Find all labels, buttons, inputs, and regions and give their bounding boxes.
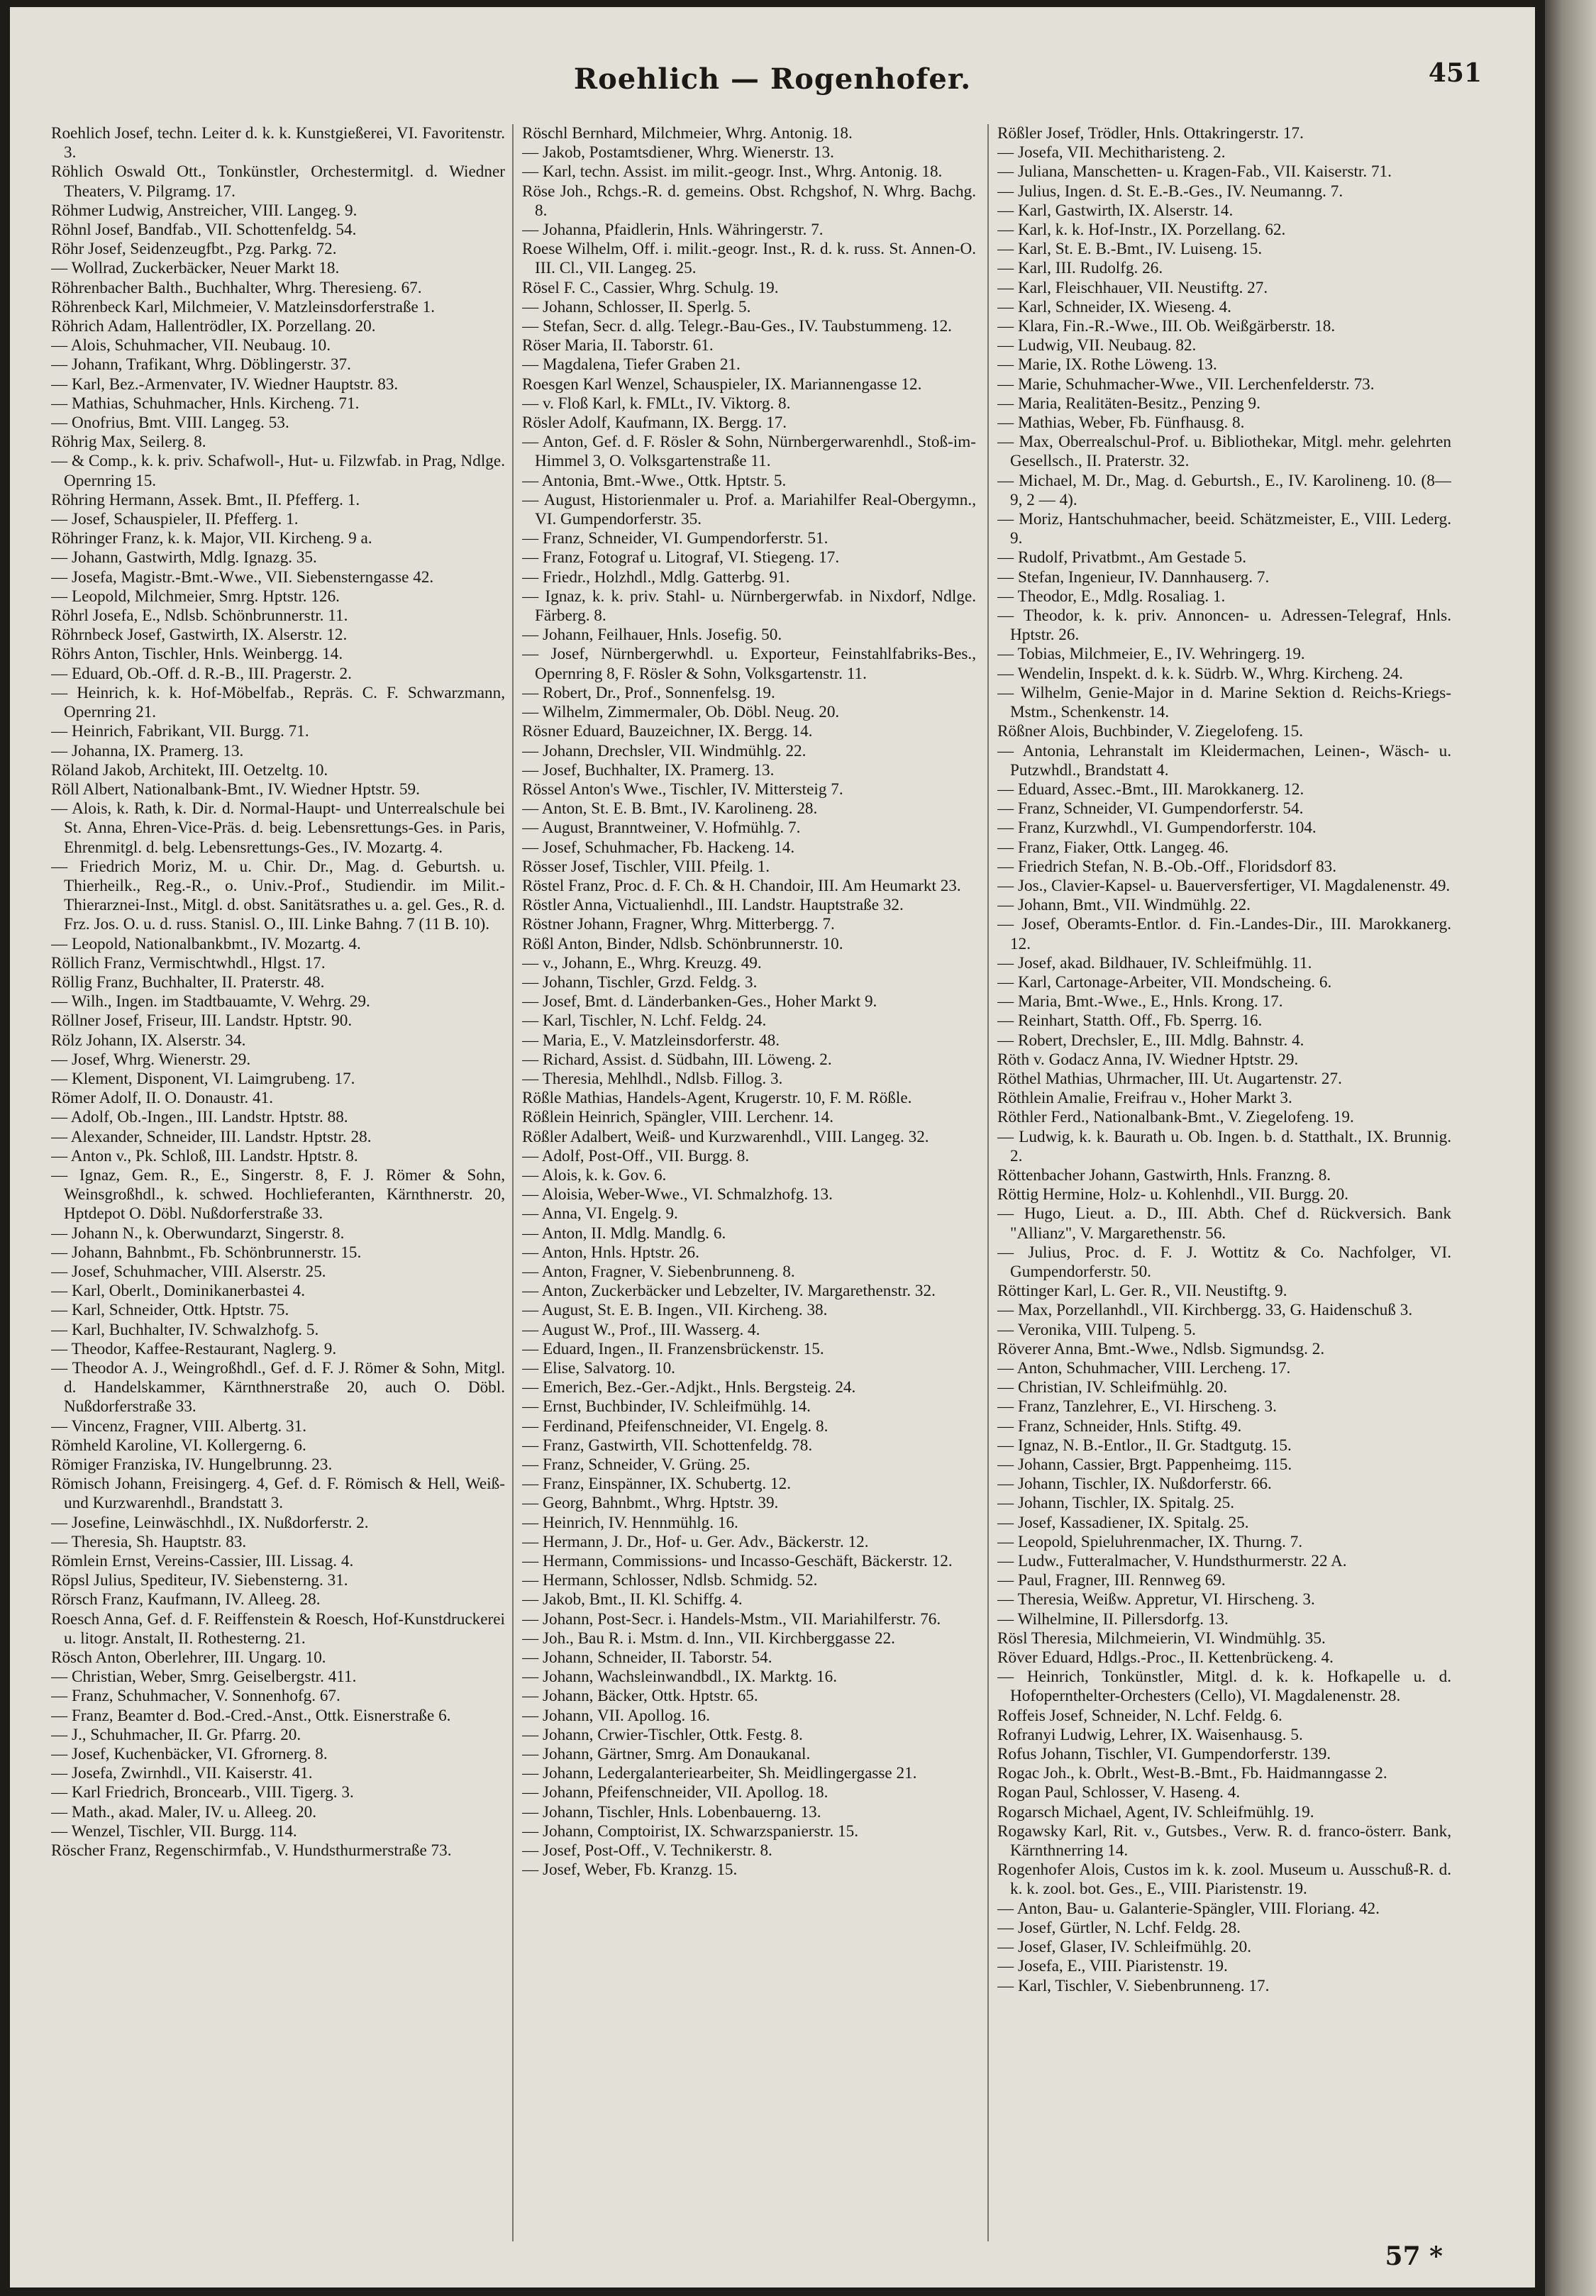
directory-entry: — Alois, k. Rath, k. Dir. d. Normal-Haupt- und Unterrealschule bei St. Anna, Ehren-Vice-Präs. d. beig. Lebensrettungs-Ges. in Paris, Ehrenmitgl. d. belg. Lebensrettungs-Ges., IV. Mozartg. 4. — [51, 799, 505, 857]
directory-entry: — Julius, Proc. d. F. J. Wottitz & Co. Nachfolger, VI. Gumpendorferstr. 50. — [997, 1243, 1451, 1281]
directory-entry: Röhrenbeck Karl, Milchmeier, V. Matzleinsdorferstraße 1. — [51, 297, 436, 316]
directory-entry: Rößle Mathias, Handels-Agent, Krugerstr. 10, F. M. Rößle. — [522, 1089, 912, 1108]
directory-entry: — Josef, Weber, Fb. Kranzg. 15. — [522, 1860, 738, 1880]
directory-entry: Rösner Eduard, Bauzeichner, IX. Bergg. 14. — [522, 722, 813, 741]
directory-entry: — Hermann, Schlosser, Ndlsb. Schmidg. 52. — [522, 1571, 818, 1590]
directory-entry: Röver Eduard, Hdlgs.-Proc., II. Kettenbrückeng. 4. — [997, 1648, 1334, 1668]
directory-entry: — Eduard, Ob.-Off. d. R.-B., III. Pragerstr. 2. — [51, 664, 352, 683]
directory-entry: — Franz, Schneider, VI. Gumpendorferstr. 51. — [522, 529, 829, 548]
directory-entry: — Josef, Oberamts-Entlor. d. Fin.-Landes-Dir., III. Marokkanerg. 12. — [997, 915, 1451, 953]
directory-column-1 — [51, 124, 505, 2241]
directory-entry: — Franz, Gastwirth, VII. Schottenfeldg. 78. — [522, 1436, 813, 1455]
directory-entry: — Magdalena, Tiefer Graben 21. — [522, 355, 741, 375]
directory-entry: — Franz, Tanzlehrer, E., VI. Hirscheng. 3. — [997, 1397, 1277, 1416]
directory-entry: — Josef, Glaser, IV. Schleifmühlg. 20. — [997, 1938, 1252, 1957]
directory-entry: — Klara, Fin.-R.-Wwe., III. Ob. Weißgärberstr. 18. — [997, 317, 1336, 336]
directory-entry: Röhrenbacher Balth., Buchhalter, Whrg. Theresieng. 67. — [51, 278, 422, 297]
directory-entry: Röland Jakob, Architekt, III. Oetzeltg. 10. — [51, 760, 328, 780]
directory-entry: — Theresia, Mehlhdl., Ndlsb. Fillog. 3. — [522, 1069, 783, 1088]
directory-entry: — Franz, Schneider, Hnls. Stiftg. 49. — [997, 1416, 1242, 1436]
directory-entry: — Josef, Post-Off., V. Technikerstr. 8. — [522, 1841, 772, 1860]
directory-entry: — Wilhelm, Zimmermaler, Ob. Döbl. Neug. 20. — [522, 703, 840, 722]
directory-entry: — Johann, Drechsler, VII. Windmühlg. 22. — [522, 741, 807, 760]
directory-entry: — Karl, Gastwirth, IX. Alserstr. 14. — [997, 201, 1234, 220]
directory-entry: — Karl, Schneider, Ottk. Hptstr. 75. — [51, 1301, 289, 1320]
directory-entry: — Josef, Buchhalter, IX. Pramerg. 13. — [522, 760, 775, 780]
directory-entry: — Johann, Bäcker, Ottk. Hptstr. 65. — [522, 1687, 758, 1706]
directory-entry: Roffeis Josef, Schneider, N. Lchf. Feldg. 6. — [997, 1706, 1282, 1725]
directory-entry: — Stefan, Ingenieur, IV. Dannhauserg. 7. — [997, 567, 1270, 587]
directory-entry: — Johann, Tischler, IX. Spitalg. 25. — [997, 1494, 1235, 1513]
directory-entry: — Leopold, Nationalbankbmt., IV. Mozartg. 4. — [51, 934, 361, 953]
directory-entry: — Franz, Schneider, VI. Gumpendorferstr. 54. — [997, 799, 1304, 819]
directory-entry: Rößler Adalbert, Weiß- und Kurzwarenhdl., VIII. Langeg. 32. — [522, 1127, 929, 1146]
directory-entry: Rösl Theresia, Milchmeierin, VI. Windmühlg. 35. — [997, 1629, 1326, 1648]
directory-entry: Röscher Franz, Regenschirmfab., V. Hundsthurmerstraße 73. — [51, 1841, 452, 1860]
directory-entry: Rölz Johann, IX. Alserstr. 34. — [51, 1031, 246, 1050]
directory-entry: — Johann, Gärtner, Smrg. Am Donaukanal. — [522, 1745, 811, 1764]
directory-entry: Röpsl Julius, Spediteur, IV. Siebensterng. 31. — [51, 1571, 348, 1590]
directory-entry: — Wilhelmine, II. Pillersdorfg. 13. — [997, 1609, 1229, 1629]
directory-entry: — & Comp., k. k. priv. Schafwoll-, Hut- u. Filzwfab. in Prag, Ndlge. Opernring 15. — [51, 452, 505, 490]
directory-entry: — Georg, Bahnbmt., Whrg. Hptstr. 39. — [522, 1494, 779, 1513]
directory-entry: — Leopold, Spieluhrenmacher, IX. Thurng. 7. — [997, 1532, 1303, 1551]
directory-entry: — Karl, Buchhalter, IV. Schwalzhofg. 5. — [51, 1320, 319, 1339]
directory-entry: — Johann, Tischler, IX. Nußdorferstr. 66. — [997, 1475, 1272, 1494]
directory-entry: Röhrnbeck Josef, Gastwirth, IX. Alserstr. 12. — [51, 626, 348, 645]
directory-entry: — Franz, Kurzwhdl., VI. Gumpendorferstr. 104. — [997, 819, 1317, 838]
directory-entry: Röttig Hermine, Holz- u. Kohlenhdl., VII. Burgg. 20. — [997, 1185, 1349, 1204]
directory-entry: — Wendelin, Inspekt. d. k. k. Südrb. W., Whrg. Kircheng. 24. — [997, 664, 1403, 683]
directory-entry: — Julius, Ingen. d. St. E.-B.-Ges., IV. Neumanng. 7. — [997, 182, 1343, 201]
directory-entry: — Theresia, Weißw. Appretur, VI. Hirscheng. 3. — [997, 1590, 1315, 1609]
directory-entry: Röhrich Adam, Hallentrödler, IX. Porzellang. 20. — [51, 317, 376, 336]
sheet-signature: 57 * — [1385, 2241, 1443, 2271]
directory-entry: Röhr Josef, Seidenzeugfbt., Pzg. Parkg. 72. — [51, 240, 337, 259]
directory-entry: Röllich Franz, Vermischtwhdl., Hlgst. 17. — [51, 953, 326, 972]
directory-entry: — Josefa, VII. Mechitharisteng. 2. — [997, 143, 1226, 162]
directory-entry: — Josef, Schauspieler, II. Pfefferg. 1. — [51, 510, 299, 529]
directory-entry: Röhrs Anton, Tischler, Hnls. Weinbergg. 14. — [51, 645, 343, 664]
directory-entry: — Mathias, Schuhmacher, Hnls. Kircheng. 71. — [51, 394, 360, 413]
directory-entry: Röhlich Oswald Ott., Tonkünstler, Orchestermitgl. d. Wiedner Theaters, V. Pilgramg. 17. — [51, 162, 505, 201]
directory-entry: — Karl, III. Rudolfg. 26. — [997, 259, 1163, 278]
directory-entry: — Josef, Kuchenbäcker, VI. Gfrornerg. 8. — [51, 1745, 328, 1764]
directory-entry: — Rudolf, Privatbmt., Am Gestade 5. — [997, 548, 1247, 567]
directory-entry: — Ludwig, VII. Neubaug. 82. — [997, 336, 1197, 355]
directory-entry: — Anton, II. Mdlg. Mandlg. 6. — [522, 1224, 726, 1243]
directory-entry: — Johann, Trafikant, Whrg. Döblingerstr. 37. — [51, 355, 351, 375]
directory-entry: Roesch Anna, Gef. d. F. Reiffenstein & Roesch, Hof-Kunstdruckerei u. litogr. Anstalt, II. Rothesterng. 21. — [51, 1609, 505, 1648]
directory-entry: — Josef, Schuhmacher, Fb. Hackeng. 14. — [522, 838, 795, 857]
directory-entry: — Marie, Schuhmacher-Wwe., VII. Lerchenfelderstr. 73. — [997, 375, 1375, 394]
directory-entry: — Heinrich, k. k. Hof-Möbelfab., Repräs. C. F. Schwarzmann, Opernring 21. — [51, 683, 505, 722]
directory-entry: Rogawsky Karl, Rit. v., Gutsbes., Verw. R. d. franco-österr. Bank, Kärnthnerring 14. — [997, 1821, 1451, 1860]
directory-entry: Rofranyi Ludwig, Lehrer, IX. Waisenhausg. 5. — [997, 1725, 1303, 1744]
directory-entry: — Ludwig, k. k. Baurath u. Ob. Ingen. b. d. Statthalt., IX. Brunnig. 2. — [997, 1127, 1451, 1165]
directory-entry: — Math., akad. Maler, IV. u. Alleeg. 20. — [51, 1802, 317, 1821]
directory-entry: — Marie, IX. Rothe Löweng. 13. — [997, 355, 1217, 375]
directory-entry: — Onofrius, Bmt. VIII. Langeg. 53. — [51, 414, 289, 433]
column-divider — [512, 124, 514, 2241]
directory-entry: — Hermann, Commissions- und Incasso-Geschäft, Bäckerstr. 12. — [522, 1552, 953, 1571]
directory-entry: — Adolf, Ob.-Ingen., III. Landstr. Hptstr. 88. — [51, 1108, 348, 1127]
directory-entry: — Mathias, Weber, Fb. Fünfhausg. 8. — [997, 414, 1245, 433]
directory-entry: — Hermann, J. Dr., Hof- u. Ger. Adv., Bäckerstr. 12. — [522, 1532, 869, 1551]
directory-entry: — Karl Friedrich, Broncearb., VIII. Tigerg. 3. — [51, 1783, 354, 1802]
directory-entry: — Anton, St. E. B. Bmt., IV. Karolineng. 28. — [522, 799, 818, 819]
directory-entry: — Anna, VI. Engelg. 9. — [522, 1204, 678, 1224]
directory-entry: — Johann, Pfeifenschneider, VII. Apollog. 18. — [522, 1783, 829, 1802]
directory-entry: — Josefa, Magistr.-Bmt.-Wwe., VII. Siebensterngasse 42. — [51, 567, 434, 587]
directory-entry: — Karl, Fleischhauer, VII. Neustiftg. 27. — [997, 278, 1268, 297]
directory-entry: — Richard, Assist. d. Südbahn, III. Löweng. 2. — [522, 1050, 832, 1069]
directory-entry: — Franz, Einspänner, IX. Schubertg. 12. — [522, 1475, 792, 1494]
directory-entry: — Friedrich Moriz, M. u. Chir. Dr., Mag. d. Geburtsh. u. Thierheilk., Reg.-R., o. Univ.-Prof., Studiendir. im Milit.-Thierarznei-Inst., Mitgl. d. obst. Sanitätsrathes u. a. gel. Ges., R. d. Frz. Jos. O. u. d. russ. Stanisl. O., III. Linke Bahng. 7 (11 B. 10). — [51, 857, 505, 934]
directory-entry: Röll Albert, Nationalbank-Bmt., IV. Wiedner Hptstr. 59. — [51, 780, 420, 799]
directory-entry: — Jos., Clavier-Kapsel- u. Bauerversfertiger, VI. Magdalenenstr. 49. — [997, 876, 1451, 895]
directory-entry: — Johann, Tischler, Hnls. Lobenbauerng. 13. — [522, 1802, 821, 1821]
directory-entry: — Karl, Tischler, V. Siebenbrunneng. 17. — [997, 1976, 1270, 1995]
directory-entry: Römheld Karoline, VI. Kollergerng. 6. — [51, 1436, 306, 1455]
directory-entry: — Johann, Schneider, II. Taborstr. 54. — [522, 1648, 772, 1668]
directory-entry: — Ludw., Futteralmacher, V. Hundsthurmerstr. 22 A. — [997, 1552, 1347, 1571]
directory-entry: — Johann, Cassier, Brgt. Pappenheimg. 115. — [997, 1455, 1292, 1475]
directory-entry: — Johann, Tischler, Grzd. Feldg. 3. — [522, 972, 758, 992]
page-edge-shadow — [1545, 0, 1596, 2296]
directory-entry: — August, St. E. B. Ingen., VII. Kircheng. 38. — [522, 1301, 828, 1320]
directory-entry: — Johanna, IX. Pramerg. 13. — [51, 741, 244, 760]
directory-entry: — Johanna, Pfaidlerin, Hnls. Währingerstr. 7. — [522, 221, 824, 240]
directory-entry: — Johann, Schlosser, II. Sperlg. 5. — [522, 297, 751, 316]
directory-entry: — Theodor, Kaffee-Restaurant, Naglerg. 9. — [51, 1339, 337, 1358]
directory-entry: Röhmer Ludwig, Anstreicher, VIII. Langeg. 9. — [51, 201, 358, 220]
directory-entry: — August W., Prof., III. Wasserg. 4. — [522, 1320, 760, 1339]
directory-entry: — Josefine, Leinwäschhdl., IX. Nußdorferstr. 2. — [51, 1513, 369, 1532]
directory-entry: Röthel Mathias, Uhrmacher, III. Ut. Augartenstr. 27. — [997, 1069, 1342, 1088]
directory-entry: Rogac Joh., k. Obrlt., West-B.-Bmt., Fb. Haidmanngasse 2. — [997, 1764, 1387, 1783]
directory-entry: — Josef, Gürtler, N. Lchf. Feldg. 28. — [997, 1918, 1241, 1937]
directory-entry: — Franz, Schuhmacher, V. Sonnenhofg. 67. — [51, 1687, 340, 1706]
directory-page — [10, 7, 1535, 2287]
directory-entry: — August, Branntweiner, V. Hofmühlg. 7. — [522, 819, 801, 838]
page-number: 451 — [1428, 58, 1482, 88]
directory-entry: — Emerich, Bez.-Ger.-Adjkt., Hnls. Bergsteig. 24. — [522, 1378, 856, 1397]
directory-entry: — v., Johann, E., Whrg. Kreuzg. 49. — [522, 953, 762, 972]
directory-entry: — Johann, Post-Secr. i. Handels-Mstm., VII. Mariahilferstr. 76. — [522, 1609, 941, 1629]
directory-entry: — Karl, k. k. Hof-Instr., IX. Porzellang. 62. — [997, 221, 1286, 240]
directory-entry: — Theodor A. J., Weingroßhdl., Gef. d. F. J. Römer & Sohn, Mitgl. d. Handelskammer, Kärnthnerstraße 20, auch O. Döbl. Nußdorferstraße 33. — [51, 1359, 505, 1416]
directory-entry: — Wilh., Ingen. im Stadtbauamte, V. Wehrg. 29. — [51, 992, 370, 1011]
directory-entry: — Jakob, Bmt., II. Kl. Schiffg. 4. — [522, 1590, 743, 1609]
directory-entry: — Anton, Gef. d. F. Rösler & Sohn, Nürnbergerwarenhdl., Stoß-im-Himmel 3, O. Volksgartenstraße 11. — [522, 433, 976, 471]
directory-entry: Röttenbacher Johann, Gastwirth, Hnls. Franzng. 8. — [997, 1165, 1331, 1185]
directory-entry: — Anton v., Pk. Schloß, III. Landstr. Hptstr. 8. — [51, 1146, 358, 1165]
directory-entry: — Vincenz, Fragner, VIII. Albertg. 31. — [51, 1416, 307, 1436]
directory-entry: — Josef, Whrg. Wienerstr. 29. — [51, 1050, 251, 1069]
directory-entry: — Josef, Schuhmacher, VIII. Alserstr. 25. — [51, 1262, 326, 1281]
directory-entry: Rösch Anton, Oberlehrer, III. Ungarg. 10. — [51, 1648, 326, 1668]
directory-entry: Röthler Ferd., Nationalbank-Bmt., V. Ziegelofeng. 19. — [997, 1108, 1354, 1127]
directory-entry: — Juliana, Manschetten- u. Kragen-Fab., VII. Kaiserstr. 71. — [997, 162, 1392, 182]
directory-entry: — v. Floß Karl, k. FMLt., IV. Viktorg. 8. — [522, 394, 791, 413]
directory-entry: — Friedr., Holzhdl., Mdlg. Gatterbg. 91. — [522, 567, 790, 587]
directory-entry: Rösler Adolf, Kaufmann, IX. Bergg. 17. — [522, 414, 787, 433]
directory-entry: — Johann, Comptoirist, IX. Schwarzspanierstr. 15. — [522, 1821, 858, 1841]
directory-entry: — Karl, Oberlt., Dominikanerbastei 4. — [51, 1282, 306, 1301]
directory-entry: Röttinger Karl, L. Ger. R., VII. Neustiftg. 9. — [997, 1282, 1287, 1301]
directory-entry: Röschl Bernhard, Milchmeier, Whrg. Antonig. 18. — [522, 124, 853, 143]
directory-entry: — Max, Oberrealschul-Prof. u. Bibliothekar, Mitgl. mehr. gelehrten Gesellsch., II. Praterstr. 32. — [997, 433, 1451, 471]
directory-entry: Röstner Johann, Fragner, Whrg. Mitterbergg. 7. — [522, 915, 835, 934]
directory-entry: Röhrl Josefa, E., Ndlsb. Schönbrunnerstr. 11. — [51, 606, 348, 626]
directory-entry: — Johann, Bahnbmt., Fb. Schönbrunnerstr. 15. — [51, 1243, 362, 1262]
directory-entry: — Tobias, Milchmeier, E., IV. Wehringerg. 19. — [997, 645, 1305, 664]
directory-entry: — Johann, Bmt., VII. Windmühlg. 22. — [997, 896, 1251, 915]
directory-entry: — Jakob, Postamtsdiener, Whrg. Wienerstr. 13. — [522, 143, 834, 162]
directory-entry: Röhringer Franz, k. k. Major, VII. Kircheng. 9 a. — [51, 529, 372, 548]
directory-entry: — August, Historienmaler u. Prof. a. Mariahilfer Real-Obergymn., VI. Gumpendorferstr. 35. — [522, 490, 976, 529]
directory-entry: — Maria, Realitäten-Besitz., Penzing 9. — [997, 394, 1260, 413]
directory-entry: Rogan Paul, Schlosser, V. Haseng. 4. — [997, 1783, 1241, 1802]
directory-entry: — Klement, Disponent, VI. Laimgrubeng. 17. — [51, 1069, 355, 1088]
directory-entry: Roese Wilhelm, Off. i. milit.-geogr. Inst., R. d. k. russ. St. Annen-O. III. Cl., VII. Langeg. 25. — [522, 240, 976, 278]
directory-entry: Rösser Josef, Tischler, VIII. Pfeilg. 1. — [522, 857, 770, 876]
directory-entry: — Antonia, Bmt.-Wwe., Ottk. Hptstr. 5. — [522, 471, 787, 490]
directory-entry: Röth v. Godacz Anna, IV. Wiedner Hptstr. 29. — [997, 1050, 1299, 1069]
directory-entry: — Josef, Kassadiener, IX. Spitalg. 25. — [997, 1513, 1249, 1532]
directory-entry: — Anton, Fragner, V. Siebenbrunneng. 8. — [522, 1262, 795, 1281]
directory-entry: — Robert, Dr., Prof., Sonnenfelsg. 19. — [522, 683, 775, 702]
directory-entry: — Adolf, Post-Off., VII. Burgg. 8. — [522, 1146, 750, 1165]
directory-entry: — Franz, Fotograf u. Litograf, VI. Stiegeng. 17. — [522, 548, 840, 567]
directory-entry: Römer Adolf, II. O. Donaustr. 41. — [51, 1089, 273, 1108]
directory-entry: — Wollrad, Zuckerbäcker, Neuer Markt 18. — [51, 259, 340, 278]
directory-entry: — Friedrich Stefan, N. B.-Ob.-Off., Floridsdorf 83. — [997, 857, 1337, 876]
directory-entry: Röverer Anna, Bmt.-Wwe., Ndlsb. Sigmundsg. 2. — [997, 1339, 1325, 1358]
directory-column-2 — [522, 124, 976, 2241]
directory-entry: — Johann, Ledergalanteriearbeiter, Sh. Meidlingergasse 21. — [522, 1764, 917, 1783]
directory-entry: — Veronika, VIII. Tulpeng. 5. — [997, 1320, 1196, 1339]
directory-entry: — Anton, Zuckerbäcker und Lebzelter, IV. Margarethenstr. 32. — [522, 1282, 936, 1301]
directory-entry: — Karl, Cartonage-Arbeiter, VII. Mondscheing. 6. — [997, 972, 1332, 992]
directory-entry: — Joh., Bau R. i. Mstm. d. Inn., VII. Kirchberggasse 22. — [522, 1629, 895, 1648]
directory-entry: — Josef, Bmt. d. Länderbanken-Ges., Hoher Markt 9. — [522, 992, 877, 1011]
directory-entry: — J., Schuhmacher, II. Gr. Pfarrg. 20. — [51, 1725, 301, 1744]
directory-entry: — Anton, Hnls. Hptstr. 26. — [522, 1243, 699, 1262]
directory-entry: — Ignaz, N. B.-Entlor., II. Gr. Stadtgutg. 15. — [997, 1436, 1292, 1455]
directory-entry: — Franz, Schneider, V. Grüng. 25. — [522, 1455, 750, 1475]
directory-entry: — Maria, Bmt.-Wwe., E., Hnls. Krong. 17. — [997, 992, 1283, 1011]
directory-entry: Röllig Franz, Buchhalter, II. Praterstr. 48. — [51, 972, 325, 992]
directory-entry: Röser Maria, II. Taborstr. 61. — [522, 336, 714, 355]
directory-entry: — Ignaz, Gem. R., E., Singerstr. 8, F. J. Römer & Sohn, Weinsgroßhdl., k. schwed. Hochlieferanten, Kärnthnerstr. 20, Hptdepot O. Döbl. Nußdorferstraße 33. — [51, 1165, 505, 1224]
directory-entry: Römiger Franziska, IV. Hungelbrunng. 23. — [51, 1455, 333, 1475]
directory-entry: — Johann N., k. Oberwundarzt, Singerstr. 8. — [51, 1224, 345, 1243]
directory-entry: Rofus Johann, Tischler, VI. Gumpendorferstr. 139. — [997, 1745, 1331, 1764]
directory-entry: — Michael, M. Dr., Mag. d. Geburtsh., E., IV. Karolineng. 10. (8—9, 2 — 4). — [997, 471, 1451, 509]
directory-entry: — Franz, Beamter d. Bod.-Cred.-Anst., Ottk. Eisnerstraße 6. — [51, 1706, 451, 1725]
directory-entry: — Alois, Schuhmacher, VII. Neubaug. 10. — [51, 336, 331, 355]
directory-entry: Roesgen Karl Wenzel, Schauspieler, IX. Mariannengasse 12. — [522, 375, 922, 394]
directory-entry: — Aloisia, Weber-Wwe., VI. Schmalzhofg. 13. — [522, 1185, 833, 1204]
directory-entry: — Wenzel, Tischler, VII. Burgg. 114. — [51, 1821, 297, 1841]
directory-entry: Röllner Josef, Friseur, III. Landstr. Hptstr. 90. — [51, 1011, 353, 1031]
directory-entry: — Heinrich, Fabrikant, VII. Burgg. 71. — [51, 722, 309, 741]
directory-entry: — Wilhelm, Genie-Major in d. Marine Sektion d. Reichs-Kriegs-Mstm., Schenkenstr. 14. — [997, 683, 1451, 722]
directory-entry: — Theodor, E., Mdlg. Rosaliag. 1. — [997, 587, 1226, 606]
directory-entry: Rößner Alois, Buchbinder, V. Ziegelofeng. 15. — [997, 722, 1303, 741]
directory-entry: — Josef, akad. Bildhauer, IV. Schleifmühlg. 11. — [997, 953, 1312, 972]
directory-entry: Roehlich Josef, techn. Leiter d. k. k. Kunstgießerei, VI. Favoritenstr. 3. — [51, 124, 505, 162]
directory-entry: — Johann, Feilhauer, Hnls. Josefig. 50. — [522, 626, 782, 645]
directory-entry: — Theresia, Sh. Hauptstr. 83. — [51, 1532, 247, 1551]
directory-entry: — Heinrich, IV. Hennmühlg. 16. — [522, 1513, 738, 1532]
directory-entry: — Stefan, Secr. d. allg. Telegr.-Bau-Ges., IV. Taubstummeng. 12. — [522, 317, 952, 336]
directory-entry: — Franz, Fiaker, Ottk. Langeg. 46. — [997, 838, 1229, 857]
directory-entry: Röthlein Amalie, Freifrau v., Hoher Markt 3. — [997, 1089, 1292, 1108]
directory-entry: Rörsch Franz, Kaufmann, IV. Alleeg. 28. — [51, 1590, 321, 1609]
directory-entry: — Ferdinand, Pfeifenschneider, VI. Engelg. 8. — [522, 1416, 829, 1436]
directory-entry: — Karl, Schneider, IX. Wieseng. 4. — [997, 297, 1231, 316]
directory-entry: — Robert, Drechsler, E., III. Mdlg. Bahnstr. 4. — [997, 1031, 1304, 1050]
directory-entry: — Maria, E., V. Matzleinsdorferstr. 48. — [522, 1031, 780, 1050]
directory-entry: Röstler Anna, Victualienhdl., III. Landstr. Hauptstraße 32. — [522, 896, 904, 915]
directory-entry: — Eduard, Ingen., II. Franzensbrückenstr. 15. — [522, 1339, 824, 1358]
directory-entry: — Reinhart, Statth. Off., Fb. Sperrg. 16. — [997, 1011, 1263, 1031]
directory-entry: — Christian, Weber, Smrg. Geiselbergstr. 411. — [51, 1668, 357, 1687]
directory-entry: — Ernst, Buchbinder, IV. Schleifmühlg. 14. — [522, 1397, 811, 1416]
directory-entry: Römlein Ernst, Vereins-Cassier, III. Lissag. 4. — [51, 1552, 354, 1571]
directory-entry: — Johann, Gastwirth, Mdlg. Ignazg. 35. — [51, 548, 317, 567]
directory-entry: — Karl, St. E. B.-Bmt., IV. Luiseng. 15. — [997, 240, 1263, 259]
directory-entry: — Heinrich, Tonkünstler, Mitgl. d. k. k. Hofkapelle u. d. Hofopernthelter-Orchesters (Cello), VI. Magdalenenstr. 28. — [997, 1668, 1451, 1706]
directory-entry: Röse Joh., Rchgs.-R. d. gemeins. Obst. Rchgshof, N. Whrg. Bachg. 8. — [522, 182, 976, 220]
directory-entry: — Eduard, Assec.-Bmt., III. Marokkanerg. 12. — [997, 780, 1304, 799]
directory-entry: Röhnl Josef, Bandfab., VII. Schottenfeldg. 54. — [51, 221, 357, 240]
directory-entry: Rösel F. C., Cassier, Whrg. Schulg. 19. — [522, 278, 779, 297]
directory-entry: — Karl, Tischler, N. Lchf. Feldg. 24. — [522, 1011, 767, 1031]
directory-entry: Rößler Josef, Trödler, Hnls. Ottakringerstr. 17. — [997, 124, 1304, 143]
directory-entry: Rößlein Heinrich, Spängler, VIII. Lerchenr. 14. — [522, 1108, 834, 1127]
directory-entry: Röhring Hermann, Assek. Bmt., II. Pfefferg. 1. — [51, 490, 360, 509]
directory-entry: — Josef, Nürnbergerwhdl. u. Exporteur, Feinstahlfabriks-Bes., Opernring 8, F. Rösler & Sohn, Volksgartenstr. 11. — [522, 645, 976, 683]
directory-entry: — Alexander, Schneider, III. Landstr. Hptstr. 28. — [51, 1127, 372, 1146]
directory-entry: Rogenhofer Alois, Custos im k. k. zool. Museum u. Ausschuß-R. d. k. k. zool. bot. Ges., E., VIII. Piaristenstr. 19. — [997, 1860, 1451, 1899]
directory-entry: — Antonia, Lehranstalt im Kleidermachen, Leinen-, Wäsch- u. Putzwhdl., Brandstatt 4. — [997, 741, 1451, 780]
page-title: Roehlich — Rogenhofer. — [573, 62, 972, 96]
directory-entry: — Theodor, k. k. priv. Annoncen- u. Adressen-Telegraf, Hnls. Hptstr. 26. — [997, 606, 1451, 645]
directory-entry: — Johann, Wachsleinwandbdl., IX. Marktg. 16. — [522, 1668, 837, 1687]
directory-entry: — Karl, techn. Assist. im milit.-geogr. Inst., Whrg. Antonig. 18. — [522, 162, 943, 182]
directory-entry: — Christian, IV. Schleifmühlg. 20. — [997, 1378, 1228, 1397]
directory-entry: Rogarsch Michael, Agent, IV. Schleifmühlg. 19. — [997, 1802, 1314, 1821]
directory-entry: — Ignaz, k. k. priv. Stahl- u. Nürnbergerwfab. in Nixdorf, Ndlge. Färberg. 8. — [522, 587, 976, 626]
directory-entry: — Hugo, Lieut. a. D., III. Abth. Chef d. Rückversich. Bank "Allianz", V. Margarethenstr. 56. — [997, 1204, 1451, 1243]
directory-entry: — Moriz, Hantschuhmacher, beeid. Schätzmeister, E., VIII. Lederg. 9. — [997, 510, 1451, 548]
directory-entry: — Josefa, Zwirnhdl., VII. Kaiserstr. 41. — [51, 1764, 313, 1783]
directory-entry: — Josefa, E., VIII. Piaristenstr. 19. — [997, 1957, 1228, 1976]
directory-entry: Röstel Franz, Proc. d. F. Ch. & H. Chandoir, III. Am Heumarkt 23. — [522, 876, 961, 895]
directory-entry: Rössel Anton's Wwe., Tischler, IV. Mittersteig 7. — [522, 780, 843, 799]
directory-entry: — Elise, Salvatorg. 10. — [522, 1359, 675, 1377]
directory-entry: Röhrig Max, Seilerg. 8. — [51, 433, 206, 452]
column-divider — [987, 124, 989, 2241]
directory-entry: — Johann, VII. Apollog. 16. — [522, 1706, 710, 1725]
directory-entry: — Leopold, Milchmeier, Smrg. Hptstr. 126. — [51, 587, 340, 606]
directory-entry: — Johann, Crwier-Tischler, Ottk. Festg. 8. — [522, 1725, 803, 1744]
directory-entry: Rößl Anton, Binder, Ndlsb. Schönbrunnerstr. 10. — [522, 934, 843, 953]
directory-entry: — Paul, Fragner, III. Rennweg 69. — [997, 1571, 1226, 1590]
directory-entry: — Karl, Bez.-Armenvater, IV. Wiedner Hauptstr. 83. — [51, 375, 399, 394]
directory-entry: — Anton, Schuhmacher, VIII. Lercheng. 17. — [997, 1359, 1291, 1377]
directory-column-3 — [997, 124, 1451, 2241]
directory-entry: — Max, Porzellanhdl., VII. Kirchbergg. 33, G. Haidenschuß 3. — [997, 1301, 1413, 1320]
directory-entry: — Alois, k. k. Gov. 6. — [522, 1165, 667, 1185]
directory-entry: — Anton, Bau- u. Galanterie-Spängler, VIII. Floriang. 42. — [997, 1899, 1380, 1918]
directory-entry: Römisch Johann, Freisingerg. 4, Gef. d. F. Römisch & Hell, Weiß- und Kurzwarenhdl., Brandstatt 3. — [51, 1475, 505, 1513]
